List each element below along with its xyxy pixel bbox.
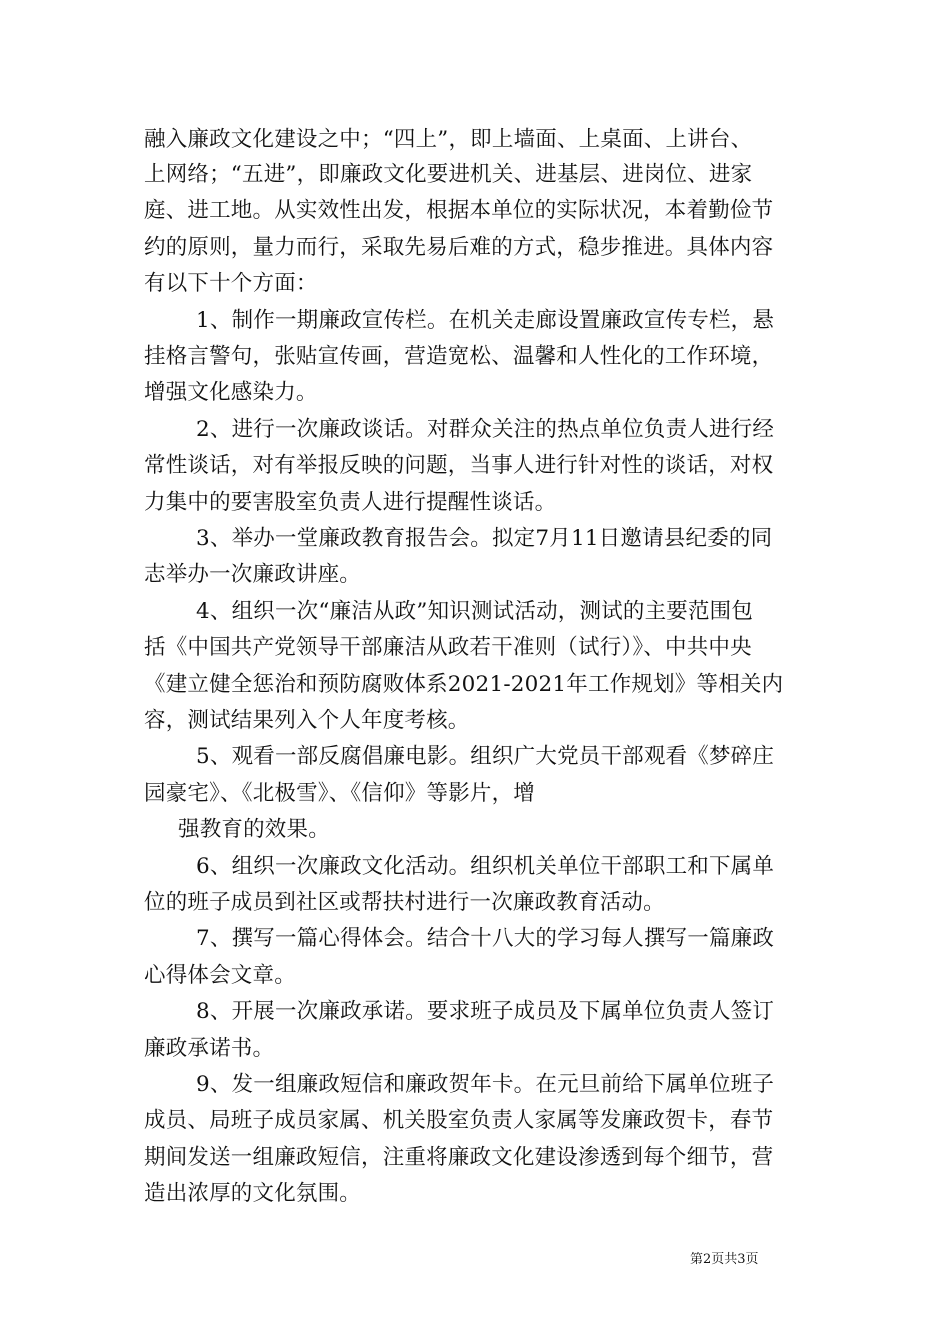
text-line: 力集中的要害股室负责人进行提醒性谈话。	[144, 490, 557, 515]
paragraph-first-line: 5、观看一部反腐倡廉电影。组织广大党员干部观看《梦碎庄	[196, 744, 775, 769]
paragraph-first-line: 4、组织一次“廉洁从政”知识测试活动，测试的主要范围包	[196, 599, 754, 624]
text-line: 容，测试结果列入个人年度考核。	[144, 708, 470, 733]
paragraph-first-line: 1、制作一期廉政宣传栏。在机关走廊设置廉政宣传专栏，悬	[196, 308, 775, 333]
text-line: 上网络；“五进”，即廉政文化要进机关、进基层、进岗位、进家	[144, 162, 753, 187]
text-line: 常性谈话，对有举报反映的问题，当事人进行针对性的谈话，对权	[144, 453, 774, 478]
text-line: 成员、局班子成员家属、机关股室负责人家属等发廉政贺卡，春节	[144, 1108, 774, 1133]
text-line: 廉政承诺书。	[144, 1036, 275, 1061]
text-line: 庭、进工地。从实效性出发，根据本单位的实际状况，本着勤俭节	[144, 198, 774, 223]
text-line: 融入廉政文化建设之中；“四上”，即上墙面、上桌面、上讲台、	[144, 127, 753, 152]
paragraph-first-line: 9、发一组廉政短信和廉政贺年卡。在元旦前给下属单位班子	[196, 1072, 775, 1097]
text-line: 位的班子成员到社区或帮扶村进行一次廉政教育活动。	[144, 890, 665, 915]
text-line: 有以下十个方面：	[144, 271, 318, 296]
page-number: 第2页共3页	[690, 1252, 759, 1267]
paragraph-first-line: 8、开展一次廉政承诺。要求班子成员及下属单位负责人签订	[196, 999, 775, 1024]
text-line: 强教育的效果。	[178, 817, 330, 842]
text-line: 《建立健全惩治和预防腐败体系2021-2021年工作规划》等相关内	[144, 672, 784, 697]
text-line: 期间发送一组廉政短信，注重将廉政文化建设渗透到每个细节，营	[144, 1145, 774, 1170]
text-line: 增强文化感染力。	[144, 380, 318, 405]
paragraph-first-line: 2、进行一次廉政谈话。对群众关注的热点单位负责人进行经	[196, 417, 775, 442]
text-line: 挂格言警句，张贴宣传画，营造宽松、温馨和人性化的工作环境，	[144, 344, 774, 369]
paragraph-first-line: 7、撰写一篇心得体会。结合十八大的学习每人撰写一篇廉政	[196, 926, 775, 951]
text-line: 园豪宅》、《北极雪》、《信仰》等影片，增	[144, 781, 536, 806]
text-line: 心得体会文章。	[144, 963, 296, 988]
text-line: 志举办一次廉政讲座。	[144, 562, 362, 587]
text-line: 括《中国共产党领导干部廉洁从政若干准则（试行）》、中共中央	[144, 635, 752, 660]
text-line: 约的原则，量力而行，采取先易后难的方式，稳步推进。具体内容	[144, 235, 774, 260]
text-line: 造出浓厚的文化氛围。	[144, 1181, 362, 1206]
paragraph-first-line: 6、组织一次廉政文化活动。组织机关单位干部职工和下属单	[196, 854, 775, 879]
paragraph-first-line: 3、举办一堂廉政教育报告会。拟定7月11日邀请县纪委的同	[196, 526, 773, 551]
